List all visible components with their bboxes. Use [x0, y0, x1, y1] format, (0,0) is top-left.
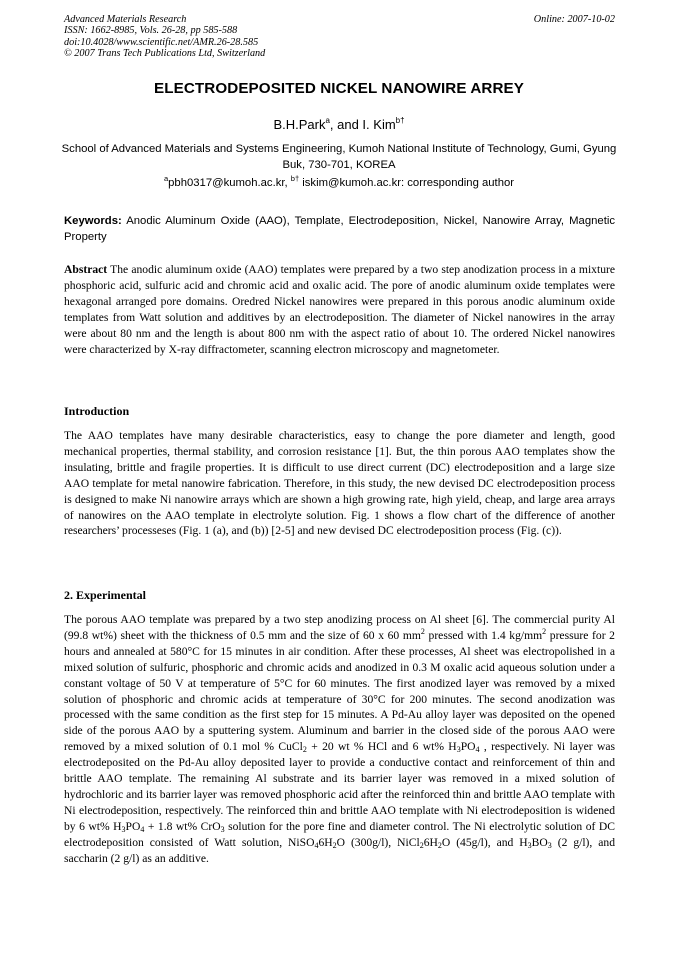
experimental-text	[64, 612, 615, 867]
doi-line[interactable]: doi:10.4028/www.scientific.net/AMR.26-28.585	[64, 36, 259, 48]
exp-sub-6: 3	[220, 824, 225, 834]
journal-name: Advanced Materials Research	[64, 14, 187, 25]
exp-text-4: + 20 wt % HCl and 6 wt% H	[306, 740, 457, 754]
exp-text-3: pressure for 2 hours and annealed at 580°C for 15 minutes in air condition. After these processes, Al sheet was electropolished in a mixed solution of sulfuric, phosphoric and chromic acids and anodized in 0.3 M oxalic acid aqueous solution under a constant voltage of 50 V at temperature of 5°C for 60 minutes. The first anodized layer was removed by a mixed solution of phosphoric and chromic acids at temperature of 30°C for 200 minutes. The second anodization was processed with the same condition as the first step for 15 minutes. A Pd-Au alloy layer was deposited on the opened side of the porous AAO by a sputtering system. Aluminum and barrier in the closed side of the porous AAO were removed by a mixed solution of 0.1 mol % CuCl	[64, 628, 615, 754]
exp-sub-9: 2	[419, 840, 424, 850]
abstract-label: Abstract	[64, 263, 108, 276]
keywords-label: Keywords:	[64, 215, 122, 227]
exp-text-10: 6H	[318, 835, 333, 849]
abstract-text: The anodic aluminum oxide (AAO) templates were prepared by a two step anodization process in a mixture phosphoric acid, sulfuric acid and chromic acid and oxalic acid. The pore of anodic aluminum oxide templates were hexagonal arranged pore domains. Oredred Nickel nanowires were prepared in this porous anodic aluminum oxide templates from Watt solution and additives by an electrodeposition. The diameter of Nickel nanowires in the array were about 80 nm and the length is about 800 nm with the aspect ratio of about 10. The ordered Nickel nanowires were characterized by X-ray diffractometer, scanning electron microscopy and magnetometer.	[64, 263, 615, 356]
author-2-mark: b†	[395, 116, 405, 125]
exp-text-6: , respectively. Ni layer was electrodeposited on the Pd-Au alloy deposited layer to provide a conductive contact and reinforcement of thin and brittle AAO template. The remaining Al substrate and its barrier layer was removed in a mixed solution of hydrochloric and its barrier layer was removed phosphoric acid after the reinforced thin and brittle AAO template with Ni electrodeposition, respectively. The reinforced thin and brittle AAO template with Ni electrodeposition is widened by 6 wt% H	[64, 740, 615, 833]
email-b-mark: b†	[290, 174, 300, 183]
author-line	[0, 117, 678, 132]
exp-text-13: O (45g/l), and H	[441, 835, 528, 849]
author-separator: , and I. Kim	[329, 117, 396, 132]
exp-sup-1: 2	[420, 626, 425, 636]
issn-line: ISSN: 1662-8985, Vols. 26-28, pp 585-588	[64, 25, 238, 37]
keywords-text: Anodic Aluminum Oxide (AAO), Template, Electrodeposition, Nickel, Nanowire Array, Magnetic Property	[64, 215, 615, 243]
email-b[interactable]: iskim@kumoh.ac.kr: corresponding author	[299, 177, 515, 189]
exp-sub-2: 3	[456, 745, 461, 755]
exp-text-5: PO	[460, 740, 476, 754]
exp-text-11: O (300g/l), NiCl	[336, 835, 420, 849]
affiliation: School of Advanced Materials and Systems Engineering, Kumoh National Institute of Technology, Gumi, Gyung Buk, 730-701, KOREA	[61, 143, 617, 171]
exp-text-15: (2 g/l), and saccharin (2 g/l) as an additive.	[64, 835, 616, 865]
exp-sub-3: 4	[475, 745, 480, 755]
exp-sub-7: 4	[314, 840, 319, 850]
exp-sub-8: 2	[332, 840, 337, 850]
exp-sub-5: 4	[140, 824, 145, 834]
exp-text-12: 6H	[423, 835, 438, 849]
online-date-header	[534, 14, 615, 25]
exp-sup-2: 2	[542, 626, 547, 636]
author-1: B.H.Park	[273, 117, 326, 132]
exp-text-8: + 1.8 wt% CrO	[144, 819, 221, 833]
journal-header	[64, 14, 265, 59]
copyright-line: © 2007 Trans Tech Publications Ltd, Switzerland	[64, 47, 266, 59]
keywords	[64, 213, 615, 245]
exp-sub-10: 2	[437, 840, 442, 850]
exp-sub-12: 3	[547, 840, 552, 850]
exp-sub-1: 2	[302, 745, 307, 755]
paper-title: ELECTRODEPOSITED NICKEL NANOWIRE ARREY	[153, 80, 524, 97]
exp-text-2: pressed with 1.4 kg/mm	[424, 628, 543, 642]
experimental-heading: 2. Experimental	[64, 588, 146, 602]
introduction-heading: Introduction	[64, 404, 130, 418]
exp-sub-11: 3	[527, 840, 532, 850]
exp-sub-4: 3	[121, 824, 126, 834]
author-1-mark: a	[325, 116, 330, 125]
email-a-mark: a	[163, 174, 169, 183]
abstract	[64, 262, 615, 357]
online-date: Online: 2007-10-02	[533, 14, 615, 25]
email-line	[0, 174, 678, 189]
exp-text-7: PO	[125, 819, 141, 833]
exp-text-1: The porous AAO template was prepared by a two step anodizing process on Al sheet [6]. The commercial purity Al (99.8 wt%) sheet with the thickness of 0.5 mm and the size of 60 x 60 mm	[64, 613, 615, 642]
email-a[interactable]: pbh0317@kumoh.ac.kr,	[168, 177, 291, 189]
exp-text-9: solution for the pore fine and diameter control. The Ni electrolytic solution of DC electrodeposition consisted of Watt solution, NiSO	[64, 819, 615, 849]
exp-text-14: BO	[531, 835, 548, 849]
introduction-text: The AAO templates have many desirable characteristics, easy to change the pore diameter and length, good mechanical properties, thermal stability, and corrosion resistance [1]. But, the thin porous AAO templates show the insulating, brittle and fragile properties. It is difficult to use direct current (DC) electrodeposition and a large size AAO template for metal nanowire fabrication. Therefore, in this study, the new devised DC electrodeposition process is designed to make Ni nanowire arrays which are shown a high growing rate, high yield, cheap, and large area arrays of nanowires on the AAO template in electrolyte solution. Fig. 1 shows a flow chart of the difference of another researchers’ processeses (Fig. 1 (a), and (b)) [2-5] and new devised DC electrodeposition process (Fig. (c)).	[64, 429, 615, 538]
